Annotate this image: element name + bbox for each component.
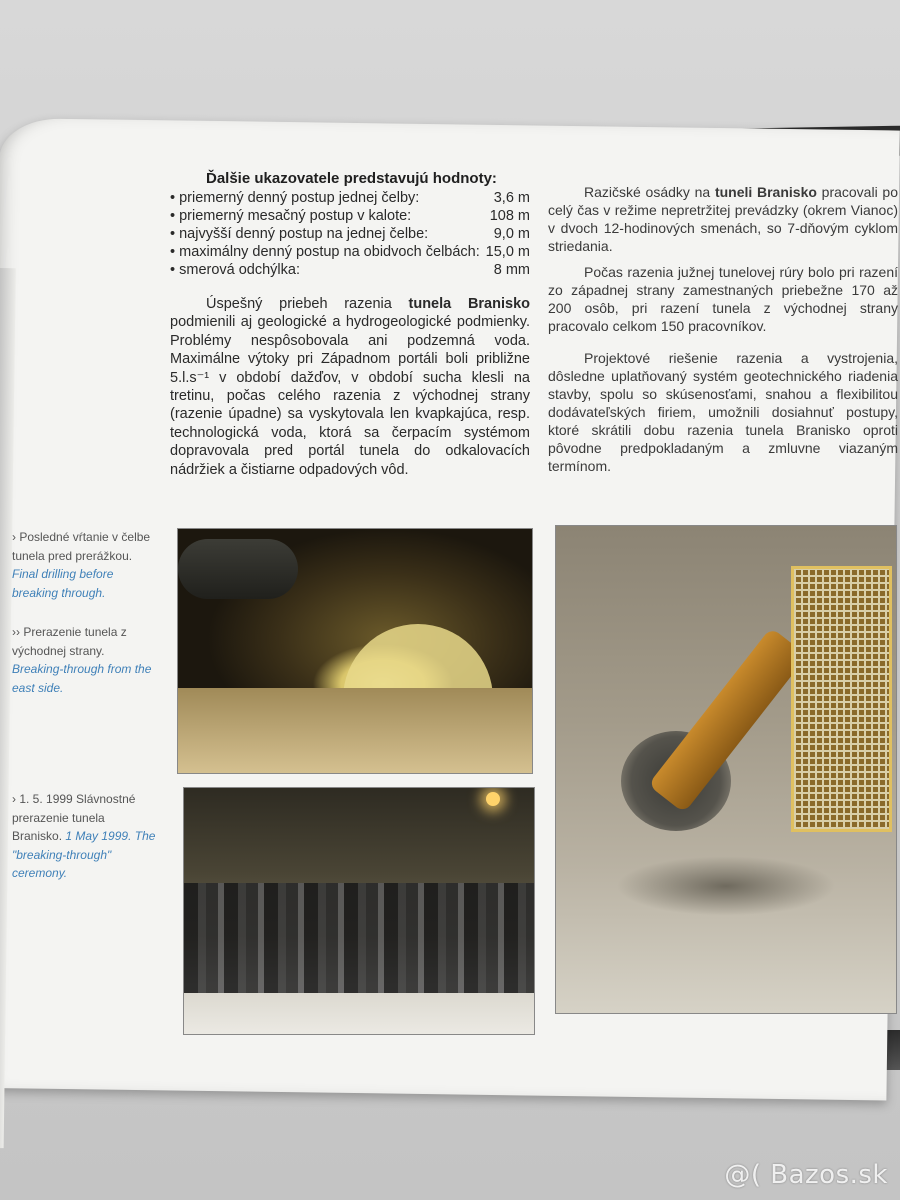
tunnel-name-bold: tunela Branisko	[408, 296, 530, 312]
paragraph-text: podmienili aj geologické a hydrogeologické podmienky. Problémy nespôsobovala ani podzemná voda. Maximálne výtoky pri Západnom portáli boli približne 5.l.s⁻¹ v období dažďov, v období sucha klesli na tretinu, počas celého razenia z východnej strany (razenie úpadne) sa vyskytovala len kvapkajúca, resp. technologická voda, ktorá sa čerpacím systémom dopravovala pred portál tunela do odkalovacích nádržiek a čistiarne odpadových vôd.	[170, 314, 530, 478]
stat-label: • najvyšší denný postup na jednej čelbe:	[170, 225, 428, 243]
stat-value: 108 m	[489, 208, 530, 224]
ventilation-pipe	[178, 539, 298, 599]
stat-value: 15,0 m	[485, 244, 530, 260]
caption-final-drilling	[12, 528, 157, 602]
bazos-watermark: @( Bazos.sk	[724, 1160, 888, 1190]
right-text-column	[548, 183, 898, 483]
stat-label: • priemerný denný postup jednej čelby:	[170, 189, 419, 207]
caption-breaking-through	[12, 623, 157, 697]
caption-sk: › 1. 5. 1999 Slávnostné prerazenie tunela Branisko.	[12, 792, 136, 844]
caption-ceremony	[12, 790, 157, 883]
paragraph-text: pracovali po celý čas v režime nepretržitej prevádzky (okrem Vianoc) v dvoch 12-hodinových smenách, so 7-dňovým cyklom striedania.	[548, 184, 898, 254]
design-paragraph: Projektové riešenie razenia a vystrojenia, dôsledne uplatňovaný systém geotechnického riadenia stavby, spolu so skúsenosťami, snahou a flexibilitou dodávateľských firiem, umožnili dosiahnuť postupy, ktoré skrátili dobu razenia tunela Branisko oproti pôvodne predpokladaným a zmluvne viazaným termínom.	[548, 350, 898, 474]
crews-paragraph	[548, 183, 898, 255]
stat-label: • priemerný mesačný postup v kalote:	[170, 207, 411, 225]
tunnel-floor	[178, 688, 532, 773]
stat-label: • maximálny denný postup na obidvoch čelbách:	[170, 243, 480, 261]
paragraph-text: Razičské osádky na	[584, 184, 715, 200]
paragraph-text: Úspešný priebeh razenia	[206, 296, 409, 312]
crowd-of-people	[184, 883, 534, 993]
stat-row	[170, 207, 530, 225]
geology-paragraph	[170, 295, 530, 479]
stat-value: 3,6 m	[493, 190, 530, 206]
stat-row	[170, 261, 530, 279]
tunnel-lamp	[486, 792, 500, 806]
caption-en: Final drilling before breaking through.	[12, 567, 114, 600]
rock-rubble	[616, 856, 836, 916]
stat-row	[170, 189, 530, 207]
staff-paragraph: Počas razenia južnej tunelovej rúry bolo pri razení zo západnej strany zamestnaných priebežne 170 až 200 osôb, pri razení tunela z východnej strany pracovalo celkom 150 pracovníkov.	[548, 264, 898, 334]
stats-heading: Ďalšie ukazovatele predstavujú hodnoty:	[206, 170, 497, 187]
stat-row	[170, 225, 530, 243]
stat-value: 9,0 m	[493, 226, 530, 242]
excavator-cab-cage	[791, 566, 892, 832]
page-gutter	[0, 268, 16, 1148]
photo-tunnel-drilling	[177, 528, 533, 774]
stat-value: 8 mm	[493, 262, 530, 278]
photo-excavator-breakthrough	[555, 525, 897, 1014]
caption-en: 1 May 1999. The "breaking-through" ceremony.	[12, 829, 156, 881]
left-text-column	[170, 170, 530, 494]
caption-en: Breaking-through from the east side.	[12, 662, 152, 695]
caption-sk: › Posledné vŕtanie v čelbe tunela pred prerážkou.	[12, 530, 151, 563]
tunnel-name-bold: tuneli Branisko	[714, 184, 817, 200]
stat-row	[170, 243, 530, 261]
photo-ceremony-crowd	[183, 787, 535, 1035]
caption-sk: ›› Prerazenie tunela z východnej strany.	[12, 625, 127, 658]
stat-label: • smerová odchýlka:	[170, 261, 300, 279]
